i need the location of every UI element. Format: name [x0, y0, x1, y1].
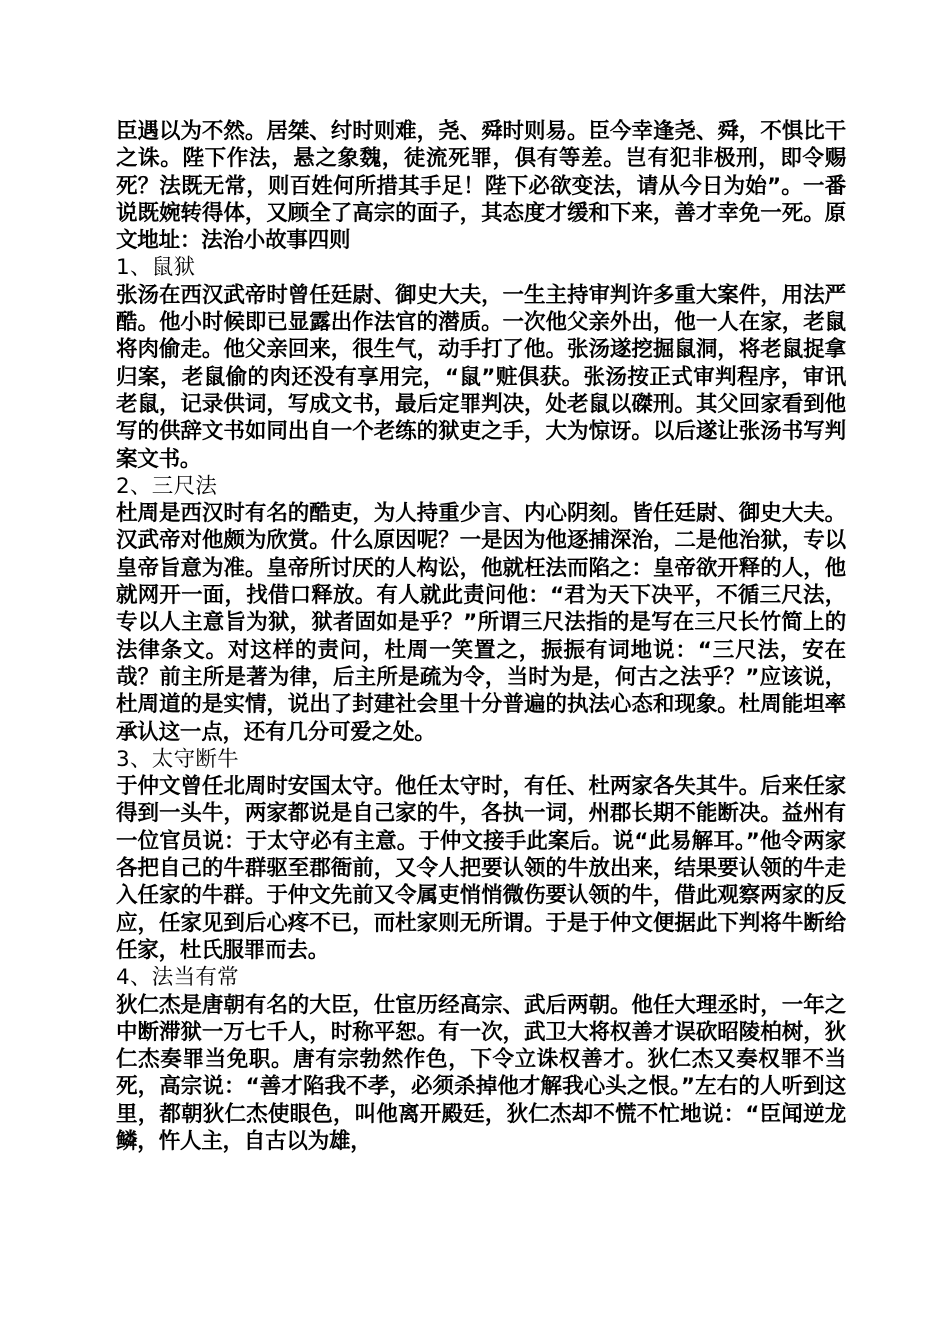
- section-prefect-judges-ox: [116, 746, 846, 964]
- section-heading: 4、法当有常: [116, 965, 239, 991]
- document-page: [116, 118, 846, 1155]
- section-heading: 2、三尺法: [116, 473, 218, 499]
- section-body: 于仲文曾任北周时安国太守。他任太守时，有任、杜两家各失其牛。后来任家得到一头牛，两家都说是自己家的牛，各执一词，州郡长期不能断决。益州有一位官员说：于太守必有主意。于仲文接手此案后。说“此易解耳。”他令两家各把自己的牛群驱至郡衙前，又令人把要认领的牛放出来，结果要认领的牛走入任家的牛群。于仲文先前又令属吏悄悄微伤要认领的牛，借此观察两家的反应，任家见到后心疼不已，而杜家则无所谓。于是于仲文便据此下判将牛断给任家，杜氏服罪而去。: [116, 774, 846, 963]
- section-law-constancy: [116, 964, 846, 1155]
- section-heading: 3、太守断牛: [116, 746, 239, 772]
- intro-paragraph: 臣遇以为不然。居桀、纣时则难，尧、舜时则易。臣今幸逢尧、舜，不惧比干之诛。陛下作法，悬之象魏，徒流死罪，俱有等差。岂有犯非极刑，即令赐死？法既无常，则百姓何所措其手足！陛下必欲变法，请从今日为始”。一番说既婉转得体，又顾全了高宗的面子，其态度才缓和下来，善才幸免一死。原文地址：法治小故事四则: [116, 119, 846, 254]
- section-body: 杜周是西汉时有名的酷吏，为人持重少言、内心阴刻。皆任廷尉、御史大夫。汉武帝对他颇为欣赏。什么原因呢？一是因为他逐捕深治，二是他治狱，专以皇帝旨意为准。皇帝所讨厌的人构讼，他就枉法而陷之：皇帝欲开释的人，他就网开一面，找借口释放。有人就此责问他：“君为天下决平，不循三尺法，专以人主意旨为狱，狱者固如是乎？”所谓三尺法指的是写在三尺长竹简上的法律条文。对这样的责问，杜周一笑置之，振振有词地说：“三尺法，安在哉？前主所是著为律，后主所是疏为令，当时为是，何古之法乎？”应该说，杜周道的是实情，说出了封建社会里十分普遍的执法心态和现象。杜周能坦率承认这一点，还有几分可爱之处。: [116, 501, 846, 745]
- section-body: 张汤在西汉武帝时曾任廷尉、御史大夫，一生主持审判许多重大案件，用法严酷。他小时候即已显露出作法官的潜质。一次他父亲外出，他一人在家，老鼠将肉偷走。他父亲回来，很生气，动手打了他。张汤遂挖掘鼠洞，将老鼠捉拿归案，老鼠偷的肉还没有享用完，“鼠”赃俱获。张汤按正式审判程序，审讯老鼠，记录供词，写成文书，最后定罪判决，处老鼠以磔刑。其父回家看到他写的供辞文书如同出自一个老练的狱吏之手，大为惊讶。以后遂让张汤书写判案文书。: [116, 282, 846, 472]
- section-body: 狄仁杰是唐朝有名的大臣，仕宦历经高宗、武后两朝。他任大理丞时，一年之中断滞狱一万七千人，时称平恕。有一次，武卫大将权善才误砍昭陵柏树，狄仁杰奏罪当免职。唐有宗勃然作色，下令立诛权善才。狄仁杰又奏权罪不当死，高宗说：“善才陷我不孝，必须杀掉他才解我心头之恨。”左右的人听到这里，都朝狄仁杰使眼色，叫他离开殿廷，狄仁杰却不慌不忙地说：“臣闻逆龙鳞，忤人主，自古以为雄，: [116, 992, 846, 1154]
- section-heading: 1、鼠狱: [116, 255, 196, 281]
- section-rat-trial: [116, 254, 846, 472]
- section-three-chi-law: [116, 473, 846, 746]
